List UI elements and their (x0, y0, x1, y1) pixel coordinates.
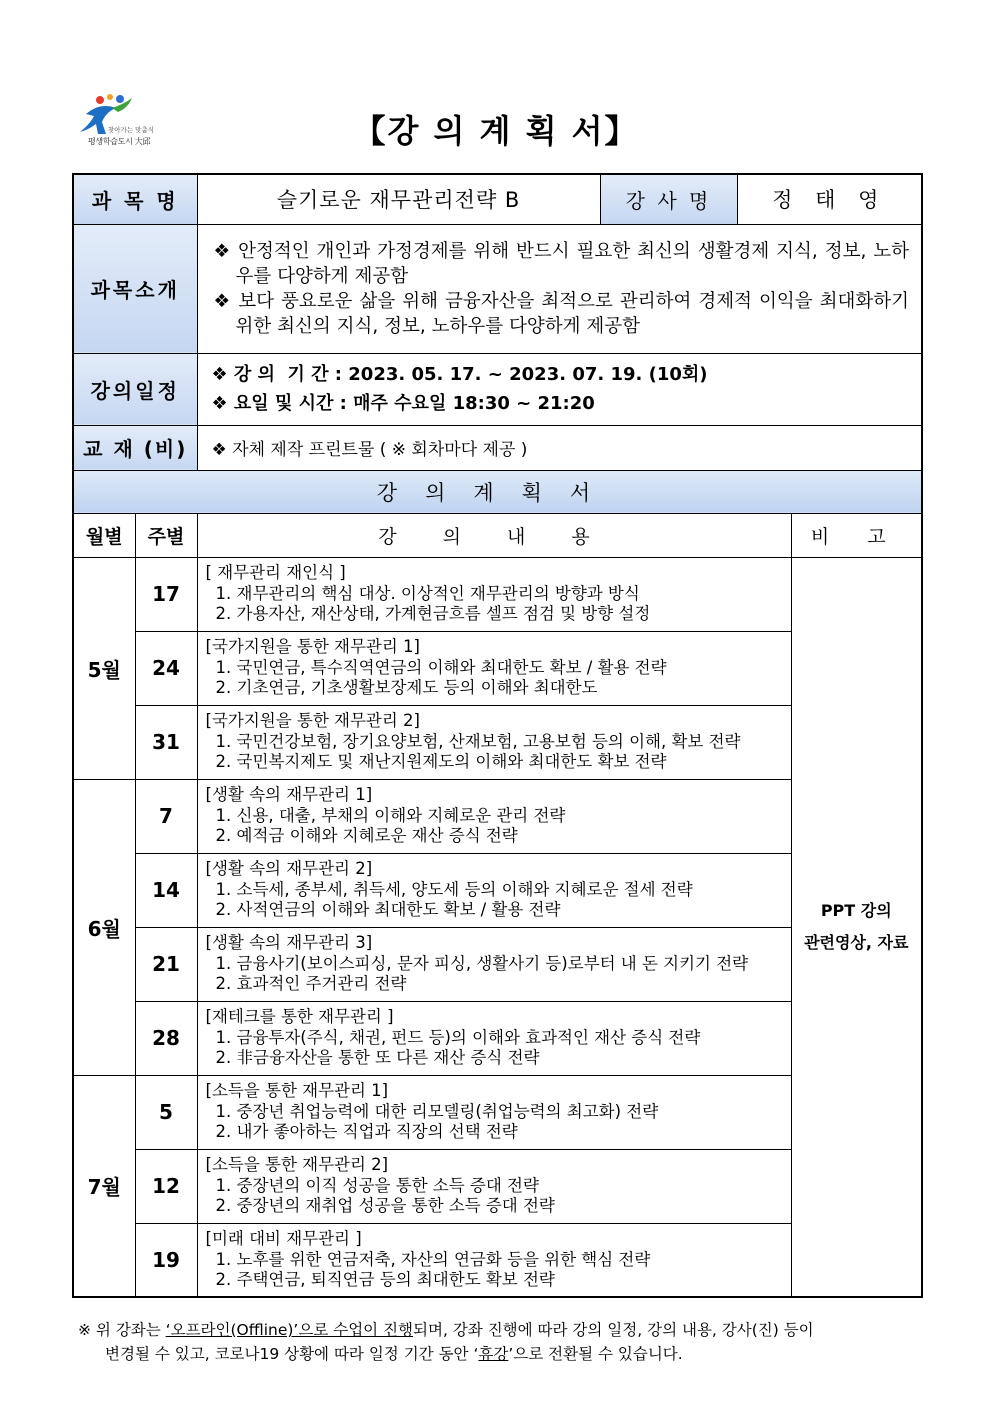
footnote-line-2 (78, 1342, 918, 1366)
content-cell (197, 631, 791, 705)
footnote-underline: ‘오프라인(Offline)’으로 수업이 진행 (165, 1321, 414, 1339)
topic: [미래 대비 재무관리 ] (205, 1229, 362, 1248)
intro-bullet: ❖ 안정적인 개인과 가정경제를 위해 반드시 필요한 최신의 생활경제 지식, 정보, 노하우를 다양하게 제공함 (213, 240, 910, 287)
topic: [생활 속의 재무관리 1] (205, 785, 373, 805)
item: 1. 재무관리의 핵심 대상. 이상적인 재무관리의 방향과 방식 (215, 583, 640, 603)
week-cell: 7 (135, 779, 197, 853)
content-cell (197, 1149, 791, 1223)
band-row (73, 470, 922, 513)
intro-row (73, 224, 922, 353)
month-cell: 5월 (73, 557, 135, 779)
footnote-line-1 (78, 1318, 918, 1342)
item: 1. 중장년의 이직 성공을 통한 소득 증대 전략 (215, 1175, 539, 1195)
schedule-period: ❖ 강 의 기 간 : 2023. 05. 17. ~ 2023. 07. 19. (10회) (211, 364, 708, 385)
month-cell: 7월 (73, 1075, 135, 1297)
course-label: 과 목 명 (73, 174, 197, 224)
instructor-name: 정 태 영 (737, 174, 922, 224)
plan-band-title: 강의계획서 (73, 470, 922, 513)
footnote (78, 1318, 918, 1366)
item: 1. 노후를 위한 연금저축, 자산의 연금화 등을 위한 핵심 전략 (215, 1249, 651, 1269)
content-cell (197, 779, 791, 853)
schedule-time: ❖ 요일 및 시간 : 매주 수요일 18:30 ~ 21:20 (211, 393, 595, 414)
item: 1. 신용, 대출, 부채의 이해와 지혜로운 관리 전략 (215, 805, 566, 825)
topic: [소득을 통한 재무관리 2] (205, 1155, 389, 1175)
content-cell (197, 927, 791, 1001)
footnote-text: ’으로 전환될 수 있습니다. (508, 1345, 683, 1363)
item: 2. 중장년의 재취업 성공을 통한 소득 증대 전략 (215, 1196, 555, 1216)
col-week: 주별 (135, 513, 197, 557)
note-line: PPT 강의 (820, 900, 892, 920)
item: 2. 非금융자산을 통한 또 다른 재산 증식 전략 (215, 1048, 540, 1068)
note-cell (791, 557, 922, 1297)
week-cell: 28 (135, 1001, 197, 1075)
content-cell (197, 557, 791, 631)
footnote-underline: 휴강 (478, 1345, 509, 1363)
topic: [국가지원을 통한 재무관리 2] (205, 711, 420, 731)
intro-label: 과목소개 (73, 224, 197, 353)
topic: [ 재무관리 재인식 ] (205, 563, 346, 583)
col-content: 강 의 내 용 (197, 513, 791, 557)
month-cell: 6월 (73, 779, 135, 1075)
content-cell (197, 705, 791, 779)
content-cell (197, 1075, 791, 1149)
week-cell: 5 (135, 1075, 197, 1149)
course-row (73, 174, 922, 224)
item: 2. 예적금 이해와 지혜로운 재산 증식 전략 (215, 826, 518, 846)
col-month: 월별 (73, 513, 135, 557)
plan-table (72, 173, 923, 1298)
table-row (73, 557, 922, 631)
schedule-label: 강의일정 (73, 353, 197, 425)
week-cell: 21 (135, 927, 197, 1001)
logo-org: 평생학습도시 大邱 (88, 137, 151, 146)
footnote-text: ※ 위 강좌는 (78, 1321, 166, 1339)
topic: [재테크를 통한 재무관리 ] (205, 1007, 394, 1027)
content-cell (197, 1001, 791, 1075)
schedule-row (73, 353, 922, 425)
item: 2. 효과적인 주거관리 전략 (215, 974, 407, 994)
item: 2. 기초연금, 기초생활보장제도 등의 이해와 최대한도 (215, 678, 598, 698)
footnote-text: 변경될 수 있고, 코로나19 상황에 따라 일정 기간 동안 ‘ (105, 1345, 479, 1363)
content-cell (197, 853, 791, 927)
note-line: 관련영상, 자료 (804, 932, 909, 952)
item: 1. 국민건강보험, 장기요양보험, 산재보험, 고용보험 등의 이해, 확보 전략 (215, 731, 741, 751)
material-text: ❖ 자체 제작 프린트물 ( ※ 회차마다 제공 ) (197, 425, 922, 470)
intro-bullet: ❖ 보다 풍요로운 삶을 위해 금융자산을 최적으로 관리하여 경제적 이익을 최대화하기 위한 최신의 지식, 정보, 노하우를 다양하게 제공함 (213, 290, 910, 337)
instructor-label: 강 사 명 (600, 174, 737, 224)
column-header-row (73, 513, 922, 557)
footnote-text: 되며, 강좌 진행에 따라 강의 일정, 강의 내용, 강사(진) 등이 (413, 1321, 814, 1339)
intro-text (197, 224, 922, 353)
material-row (73, 425, 922, 470)
topic: [국가지원을 통한 재무관리 1] (205, 637, 420, 657)
week-cell: 31 (135, 705, 197, 779)
item: 1. 금융투자(주식, 채권, 펀드 등)의 이해와 효과적인 재산 증식 전략 (215, 1027, 701, 1047)
week-cell: 14 (135, 853, 197, 927)
item: 2. 가용자산, 재산상태, 가계현금흐름 셀프 점검 및 방향 설정 (215, 604, 651, 624)
logo-tagline: 찾아가는 맞춤식 (108, 126, 155, 134)
item: 1. 중장년 취업능력에 대한 리모델링(취업능력의 최고화) 전략 (215, 1101, 659, 1121)
page-title: 【강 의 계 획 서】 (353, 112, 639, 150)
item: 2. 주택연금, 퇴직연금 등의 최대한도 확보 전략 (215, 1270, 555, 1289)
material-label: 교 재 (비) (73, 425, 197, 470)
content-cell (197, 1223, 791, 1297)
item: 2. 내가 좋아하는 직업과 직장의 선택 전략 (215, 1122, 518, 1142)
item: 1. 소득세, 종부세, 취득세, 양도세 등의 이해와 지혜로운 절세 전략 (215, 879, 693, 899)
week-cell: 12 (135, 1149, 197, 1223)
topic: [생활 속의 재무관리 3] (205, 933, 373, 953)
course-name: 슬기로운 재무관리전략 B (197, 174, 600, 224)
week-cell: 24 (135, 631, 197, 705)
item: 1. 국민연금, 특수직역연금의 이해와 최대한도 확보 / 활용 전략 (215, 657, 667, 677)
col-note: 비 고 (791, 513, 922, 557)
item: 2. 사적연금의 이해와 최대한도 확보 / 활용 전략 (215, 900, 561, 920)
schedule-text (197, 353, 922, 425)
item: 1. 금융사기(보이스피싱, 문자 피싱, 생활사기 등)로부터 내 돈 지키기 전략 (215, 953, 749, 973)
week-cell: 17 (135, 557, 197, 631)
week-cell: 19 (135, 1223, 197, 1297)
topic: [소득을 통한 재무관리 1] (205, 1081, 389, 1101)
item: 2. 국민복지제도 및 재난지원제도의 이해와 최대한도 확보 전략 (215, 752, 667, 772)
topic: [생활 속의 재무관리 2] (205, 859, 373, 879)
